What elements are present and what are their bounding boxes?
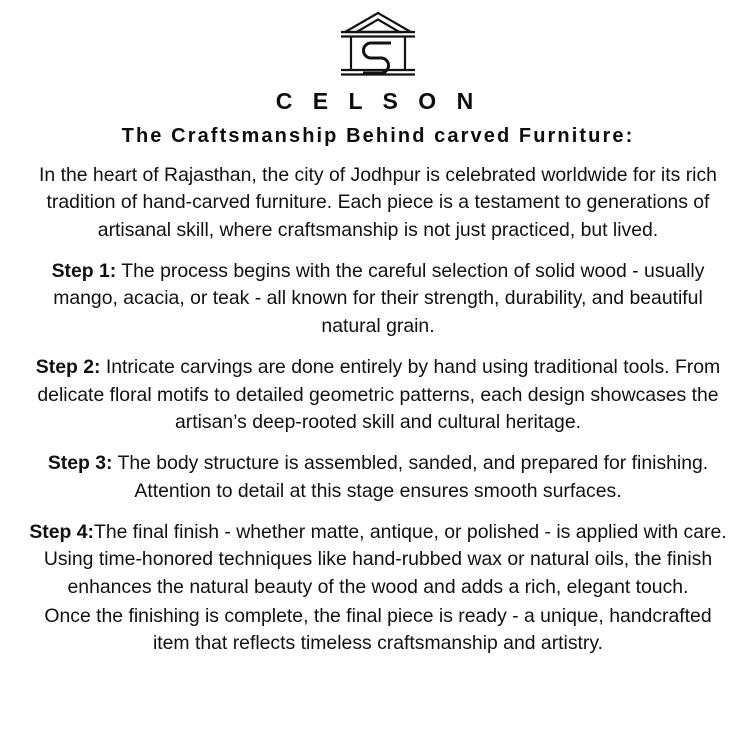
logo-container <box>18 10 738 82</box>
step-3-paragraph <box>20 450 736 505</box>
step-4-text: The final finish - whether matte, antique, or polished - is applied with care. Using time-honored techniques like hand-rubbed wax or natural oils, the finish enhances the natural beauty of the wood and adds a rich, elegant touch. <box>43 520 727 598</box>
brand-name: C E L S O N <box>275 88 481 114</box>
closing-paragraph: Once the finishing is complete, the final piece is ready - a unique, handcrafted item that reflects timeless craftsmanship and artistry. <box>44 605 712 655</box>
step-1-paragraph <box>28 258 728 340</box>
step-2-label: Step 2: <box>35 356 101 379</box>
step-2-text: Intricate carvings are done entirely by hand using traditional tools. From delicate floral motifs to detailed geometric patterns, each design showcases the artisan’s deep-rooted skill and cultural heritage. <box>37 356 721 433</box>
step-1-label: Step 1: <box>51 260 117 283</box>
step-4-paragraph <box>16 519 740 601</box>
intro-paragraph: In the heart of Rajasthan, the city of Jodhpur is celebrated worldwide for its rich tradition of hand-carved furniture. Each piece is a testament to generations of artisanal skill, where craftsmanship is not just practiced, but lived. <box>39 164 717 241</box>
step-2-paragraph <box>8 354 748 436</box>
step-3-text: The body structure is assembled, sanded, and prepared for finishing. Attention to detail at this stage ensures smooth surfaces. <box>112 452 709 502</box>
celson-house-monogram-logo-icon <box>335 10 421 82</box>
step-4-label: Step 4: <box>29 520 94 543</box>
step-3-label: Step 3: <box>47 452 113 475</box>
step-1-text: The process begins with the careful selection of solid wood - usually mango, acacia, or teak - all known for their strength, durability, and beautiful natural grain. <box>53 260 705 337</box>
page-title: The Craftsmanship Behind carved Furniture: <box>121 125 635 147</box>
